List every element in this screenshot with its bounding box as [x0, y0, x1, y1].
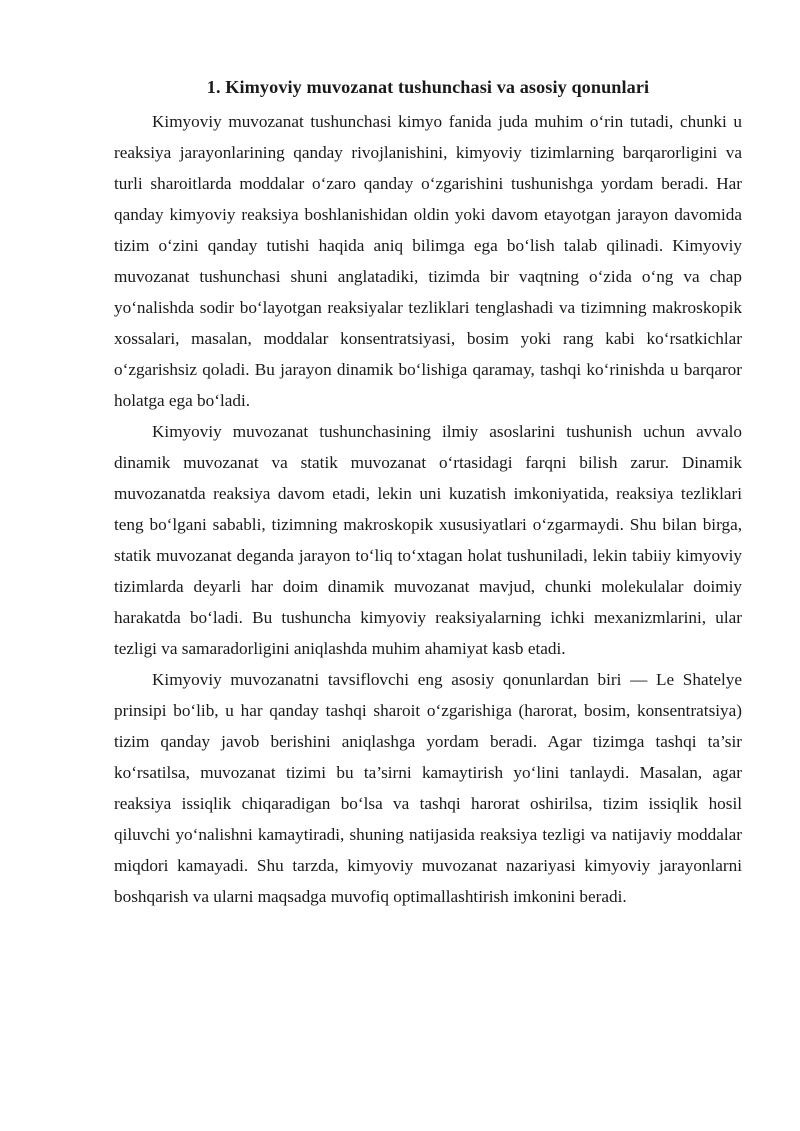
document-body — [114, 72, 742, 912]
paragraph-1: Kimyoviy muvozanat tushunchasi kimyo fanida juda muhim o‘rin tutadi, chunki u reaksiya jarayonlarining qanday rivojlanishini, kimyoviy tizimlarning barqarorligini va turli sharoitlarda moddalar o‘zaro qanday o‘zgarishini tushunishga yordam beradi. Har qanday kimyoviy reaksiya boshlanishidan oldin yoki davom etayotgan jarayon davomida tizim o‘zini qanday tutishi haqida aniq bilimga ega bo‘lish talab qilinadi. Kimyoviy muvozanat tushunchasi shuni anglatadiki, tizimda bir vaqtning o‘zida o‘ng va chap yo‘nalishda sodir bo‘layotgan reaksiyalar tezliklari tenglashadi va tizimning makroskopik xossalari, masalan, moddalar konsentratsiyasi, bosim yoki rang kabi ko‘rsatkichlar o‘zgarishsiz qoladi. Bu jarayon dinamik bo‘lishiga qaramay, tashqi ko‘rinishda u barqaror holatga ega bo‘ladi. — [114, 112, 742, 410]
section-title: 1. Kimyoviy muvozanat tushunchasi va asosiy qonunlari — [206, 77, 650, 97]
paragraph-3: Kimyoviy muvozanatni tavsiflovchi eng asosiy qonunlardan biri — Le Shatelye prinsipi bo‘lib, u har qanday tashqi sharoit o‘zgarishiga (harorat, bosim, konsentratsiya) tizim qanday javob berishini aniqlashga yordam beradi. Agar tizimga tashqi ta’sir ko‘rsatilsa, muvozanat tizimi bu ta’sirni kamaytirish yo‘lini tanlaydi. Masalan, agar reaksiya issiqlik chiqaradigan bo‘lsa va tashqi harorat oshirilsa, tizim issiqlik hosil qiluvchi yo‘nalishni kamaytiradi, shuning natijasida reaksiya tezligi va natijaviy moddalar miqdori kamayadi. Shu tarzda, kimyoviy muvozanat nazariyasi kimyoviy jarayonlarni boshqarish va ularni maqsadga muvofiq optimallashtirish imkonini beradi. — [114, 670, 742, 906]
paragraph-2: Kimyoviy muvozanat tushunchasining ilmiy asoslarini tushunish uchun avvalo dinamik muvozanat va statik muvozanat o‘rtasidagi farqni bilish zarur. Dinamik muvozanatda reaksiya davom etadi, lekin uni kuzatish imkoniyatida, reaksiya tezliklari teng bo‘lgani sababli, tizimning makroskopik xususiyatlari o‘zgarmaydi. Shu bilan birga, statik muvozanat deganda jarayon to‘liq to‘xtagan holat tushuniladi, lekin tabiiy kimyoviy tizimlarda deyarli har doim dinamik muvozanat mavjud, chunki molekulalar doimiy harakatda bo‘ladi. Bu tushuncha kimyoviy reaksiyalarning ichki mexanizmlarini, ular tezligi va samaradorligini aniqlashda muhim ahamiyat kasb etadi. — [114, 422, 742, 658]
